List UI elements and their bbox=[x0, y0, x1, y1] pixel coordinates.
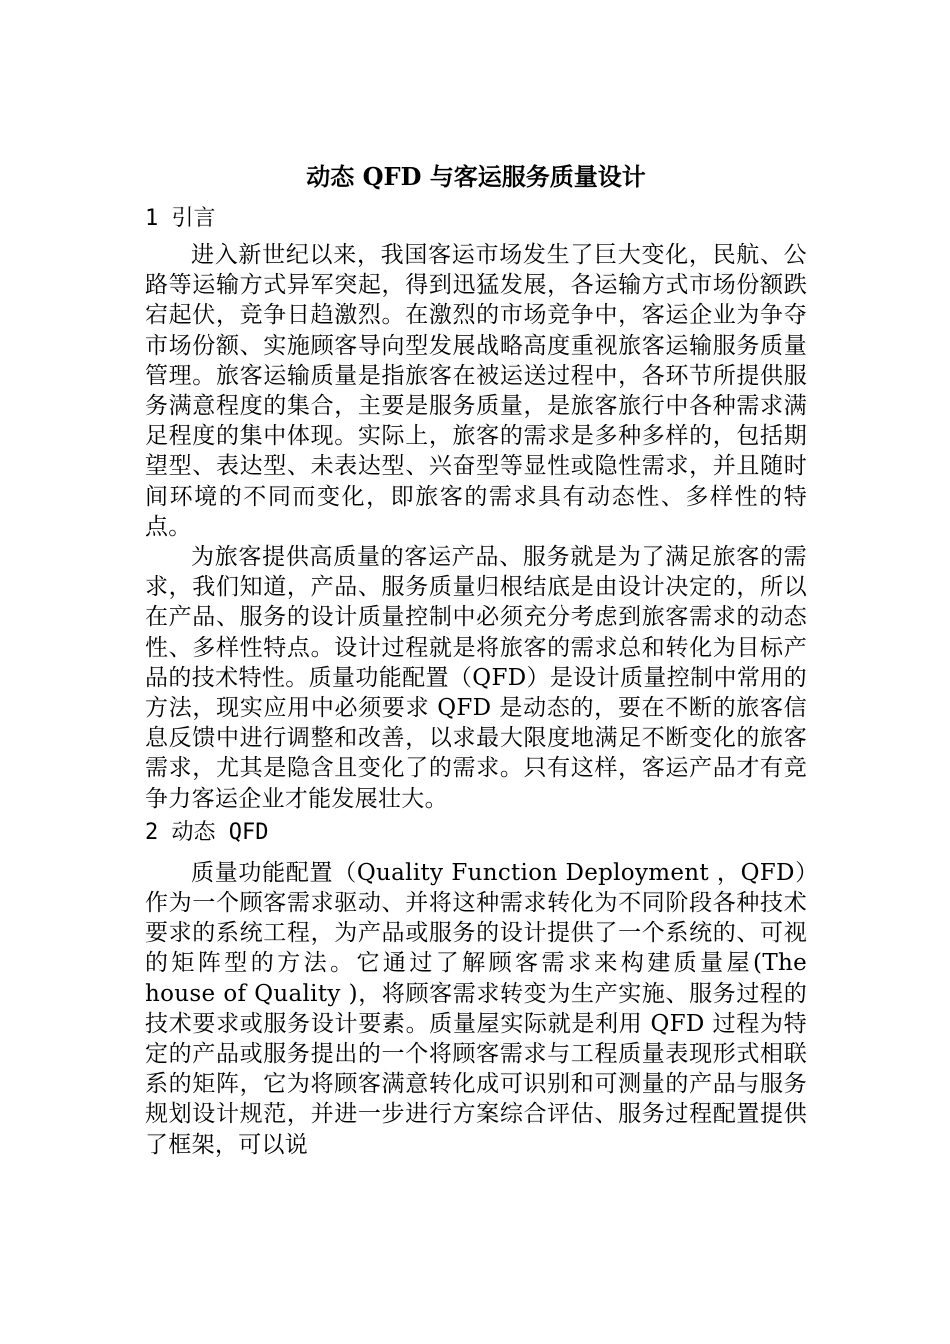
section-dynamic-qfd bbox=[145, 818, 807, 1160]
paragraph: 为旅客提供高质量的客运产品、服务就是为了满足旅客的需求，我们知道，产品、服务质量归根结底是由设计决定的，所以在产品、服务的设计质量控制中必须充分考虑到旅客需求的动态性、多样性特点。设计过程就是将旅客的需求总和转化为目标产品的技术特性。质量功能配置（QFD）是设计质量控制中常用的方法，现实应用中必须要求 QFD 是动态的，要在不断的旅客信息反馈中进行调整和改善，以求最大限度地满足不断变化的旅客需求，尤其是隐含且变化了的需求。只有这样，客运产品才有竞争力客运企业才能发展壮大。 bbox=[145, 544, 807, 812]
section-introduction bbox=[145, 204, 807, 814]
section-heading-dynamic-qfd: 2 动态 QFD bbox=[145, 819, 269, 845]
paragraph: 质量功能配置（Quality Function Deployment ，QFD）作为一个顾客需求驱动、并将这种需求转化为不同阶段各种技术要求的系统工程，为产品或服务的设计提供了一个系统的、可视的矩阵型的方法。它通过了解顾客需求来构建质量屋(The house of Quality )，将顾客需求转变为生产实施、服务过程的技术要求或服务设计要素。质量屋实际就是利用 QFD 过程为特定的产品或服务提出的一个将顾客需求与工程质量表现形式相联系的矩阵，它为将顾客满意转化成可识别和可测量的产品与服务规划设计规范，并进一步进行方案综合评估、服务过程配置提供了框架，可以说 bbox=[145, 859, 807, 1158]
document-page bbox=[145, 160, 807, 1160]
document-title: 动态 QFD 与客运服务质量设计 bbox=[306, 162, 646, 191]
paragraph: 进入新世纪以来，我国客运市场发生了巨大变化，民航、公路等运输方式异军突起，得到迅猛发展，各运输方式市场份额跌宕起伏，竞争日趋激烈。在激烈的市场竞争中，客运企业为争夺市场份额、实施顾客导向型发展战略高度重视旅客运输服务质量管理。旅客运输质量是指旅客在被运送过程中，各环节所提供服务满意程度的集合，主要是服务质量，是旅客旅行中各种需求满足程度的集中体现。实际上，旅客的需求是多种多样的，包括期望型、表达型、未表达型、兴奋型等显性或隐性需求，并且随时间环境的不同而变化，即旅客的需求具有动态性、多样性的特点。 bbox=[145, 242, 807, 540]
section-heading-introduction: 1 引言 bbox=[145, 206, 216, 231]
